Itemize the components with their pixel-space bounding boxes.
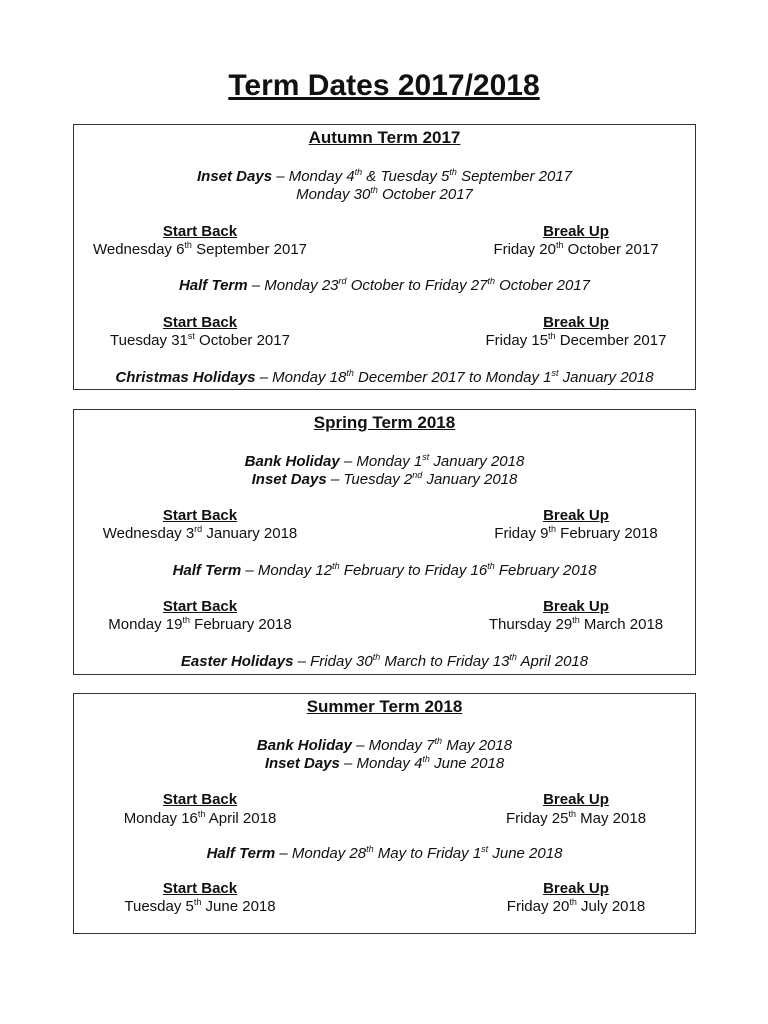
half-term-label: Half Term <box>178 277 248 294</box>
bank-holiday-label: Bank Holiday <box>256 737 352 754</box>
autumn-inset-days-extra: Monday 30th October 2017 <box>296 185 473 203</box>
half-term-text: – Monday 23rd October to Friday 27th October 2017 <box>247 276 591 294</box>
start-back-heading: Start Back <box>162 507 238 524</box>
start-back-heading: Start Back <box>162 223 238 240</box>
half-term-text: – Monday 12th February to Friday 16th February 2018 <box>241 561 597 579</box>
inset-days-label: Inset Days <box>251 471 327 488</box>
holiday-label: Christmas Holidays <box>115 369 256 386</box>
holiday-text: – Monday 18th December 2017 to Monday 1st January 2018 <box>255 368 654 386</box>
summer-inset-days <box>74 755 695 773</box>
half-term-label: Half Term <box>206 845 276 862</box>
summer-half-term <box>74 845 695 863</box>
holiday-label: Easter Holidays <box>180 653 294 670</box>
break-up-date: Friday 20th July 2018 <box>506 897 646 915</box>
spring-term-box <box>73 409 696 675</box>
summer-bank-holiday <box>74 737 695 755</box>
inset-days-text: – Monday 4th June 2018 <box>339 754 505 772</box>
start-back-date: Wednesday 3rd January 2018 <box>102 524 298 542</box>
christmas-holidays <box>74 369 695 387</box>
break-up-date: Friday 15th December 2017 <box>485 331 667 349</box>
break-up-heading: Break Up <box>543 507 609 524</box>
start-back-date: Tuesday 5th June 2018 <box>124 897 276 915</box>
break-up-heading: Break Up <box>543 791 609 808</box>
break-up-heading: Break Up <box>543 880 609 897</box>
start-back-heading: Start Back <box>162 880 238 897</box>
summer-term-box <box>73 693 696 934</box>
start-back-heading: Start Back <box>162 598 238 615</box>
break-up-date: Friday 9th February 2018 <box>494 524 658 542</box>
half-term-label: Half Term <box>172 562 242 579</box>
start-back-heading: Start Back <box>162 314 238 331</box>
half-term-text: – Monday 28th May to Friday 1st June 2018 <box>275 844 563 862</box>
spring-term-title: Spring Term 2018 <box>313 413 456 432</box>
inset-days-text: – Monday 4th & Tuesday 5th September 2017 <box>272 167 572 185</box>
inset-days-label: Inset Days <box>264 755 340 772</box>
break-up-date: Friday 20th October 2017 <box>493 240 659 258</box>
break-up-date: Thursday 29th March 2018 <box>488 615 664 633</box>
start-back-date: Monday 16th April 2018 <box>123 809 277 827</box>
start-back-date: Tuesday 31st October 2017 <box>110 331 290 349</box>
autumn-term-title: Autumn Term 2017 <box>308 128 461 147</box>
break-up-date: Friday 25th May 2018 <box>505 809 647 827</box>
start-back-date: Monday 19th February 2018 <box>108 615 292 633</box>
page-title: Term Dates 2017/2018 <box>228 69 540 102</box>
autumn-inset-days <box>74 168 695 186</box>
holiday-text: – Friday 30th March to Friday 13th April 2018 <box>293 652 589 670</box>
bank-holiday-text: – Monday 7th May 2018 <box>351 736 513 754</box>
bank-holiday-text: – Monday 1st January 2018 <box>339 452 525 470</box>
break-up-heading: Break Up <box>543 598 609 615</box>
start-back-heading: Start Back <box>162 791 238 808</box>
autumn-term-box <box>73 124 696 390</box>
inset-days-label: Inset Days <box>197 168 273 185</box>
spring-half-term <box>74 562 695 580</box>
bank-holiday-label: Bank Holiday <box>244 453 340 470</box>
spring-bank-holiday <box>74 453 695 471</box>
autumn-half-term <box>74 277 695 295</box>
summer-term-title: Summer Term 2018 <box>306 697 463 716</box>
break-up-heading: Break Up <box>543 314 609 331</box>
break-up-heading: Break Up <box>543 223 609 240</box>
inset-days-text: – Tuesday 2nd January 2018 <box>326 470 518 488</box>
start-back-date: Wednesday 6th September 2017 <box>92 240 308 258</box>
spring-inset-days <box>74 471 695 489</box>
easter-holidays <box>74 653 695 671</box>
